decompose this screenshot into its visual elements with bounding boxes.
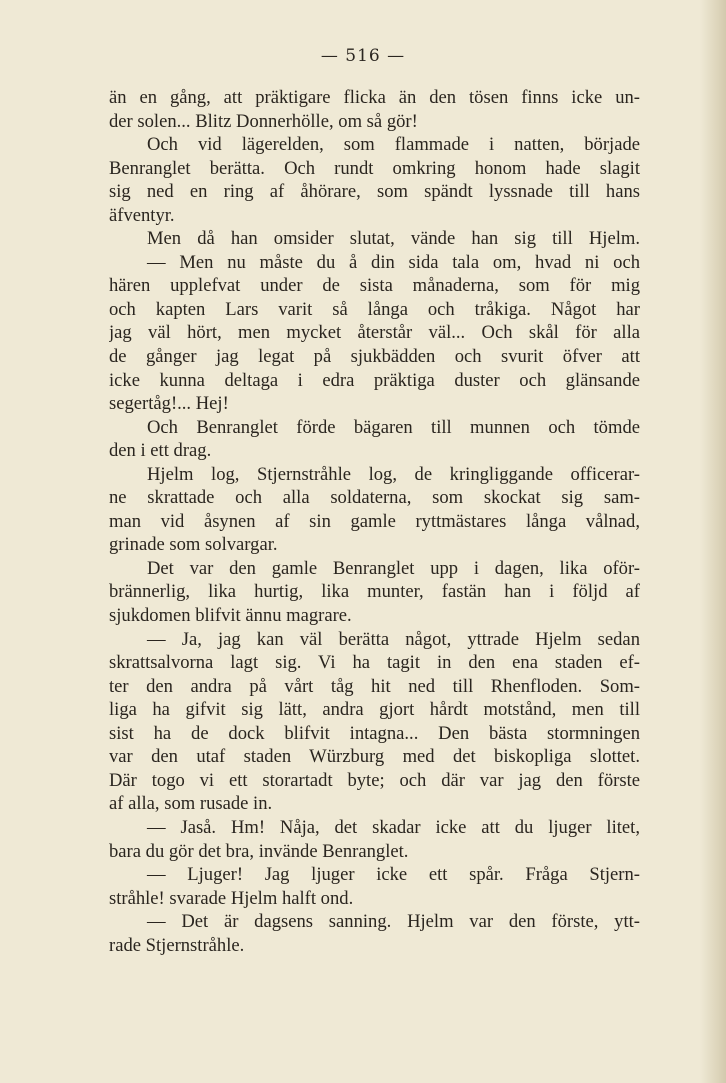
text-line: man vid åsynen af sin gamle ryttmästares långa vålnad, (109, 510, 640, 532)
text-line: Och vid lägerelden, som flammade i natten, började (147, 134, 640, 156)
text-line: der solen... Blitz Donnerhölle, om så gör! (109, 110, 418, 132)
text-line: — Ljuger! Jag ljuger icke ett spår. Fråga Stjern- (147, 864, 640, 886)
text-line: bara du gör det bra, invände Benranglet. (109, 840, 409, 862)
text-line: af alla, som rusade in. (109, 793, 273, 815)
text-line: den i ett drag. (109, 440, 212, 462)
text-line: segertåg!... Hej! (109, 393, 229, 415)
text-line: ter den andra på vårt tåg hit ned till Rhenfloden. Som- (109, 675, 640, 697)
text-line: rade Stjernstråhle. (109, 934, 245, 956)
text-line: sjukdomen blifvit ännu magrare. (109, 605, 352, 627)
text-line: sig ned en ring af åhörare, som spändt lyssnade till hans (109, 181, 640, 203)
text-line: sist ha de dock blifvit intagna... Den bästa stormningen (109, 722, 640, 744)
text-line: — Det är dagsens sanning. Hjelm var den förste, ytt- (147, 911, 640, 933)
text-line: Det var den gamle Benranglet upp i dagen, lika oför- (147, 557, 640, 579)
text-line: liga ha gifvit sig lätt, andra gjort hårdt motstånd, men till (109, 699, 640, 721)
text-line: grinade som solvargar. (109, 534, 278, 556)
text-line: — Jaså. Hm! Nåja, det skadar icke att du ljuger litet, (147, 816, 640, 838)
text-line: — Men nu måste du å din sida tala om, hvad ni och (147, 251, 640, 273)
text-line: Där togo vi ett storartadt byte; och där var jag den förste (109, 769, 640, 791)
text-line: och kapten Lars varit så långa och tråkiga. Något har (109, 298, 640, 320)
text-line: Men då han omsider slutat, vände han sig till Hjelm. (147, 228, 640, 250)
text-line: var den utaf staden Würzburg med det biskopliga slottet. (109, 746, 640, 768)
text-line: — Ja, jag kan väl berätta något, yttrade Hjelm sedan (147, 628, 640, 650)
text-line: än en gång, att präktigare flicka än den tösen finns icke un- (109, 87, 640, 108)
text-line: Hjelm log, Stjernstråhle log, de kringliggande officerar- (147, 463, 640, 485)
text-line: hären upplefvat under de sista månaderna, som för mig (109, 275, 640, 297)
text-line: Benranglet berätta. Och rundt omkring honom hade slagit (109, 157, 640, 179)
text-line: de gånger jag legat på sjukbädden och svurit öfver att (109, 346, 640, 368)
text-line: icke kunna deltaga i edra präktiga duster och glänsande (109, 369, 640, 391)
body-text (109, 86, 640, 957)
text-line: äfventyr. (109, 204, 175, 226)
page-number: — 516 — (320, 46, 406, 66)
text-line: stråhle! svarade Hjelm halft ond. (109, 887, 354, 909)
text-line: ne skrattade och alla soldaterna, som skockat sig sam- (109, 487, 640, 509)
text-line: skrattsalvorna lagt sig. Vi ha tagit in den ena staden ef- (109, 652, 640, 674)
text-line: brännerlig, lika hurtig, lika munter, fastän han i följd af (109, 581, 640, 603)
text-line: jag väl hört, men mycket återstår väl... Och skål för alla (109, 322, 640, 344)
text-line: Och Benranglet förde bägaren till munnen och tömde (147, 416, 640, 438)
page-edge-shadow (700, 0, 726, 1083)
